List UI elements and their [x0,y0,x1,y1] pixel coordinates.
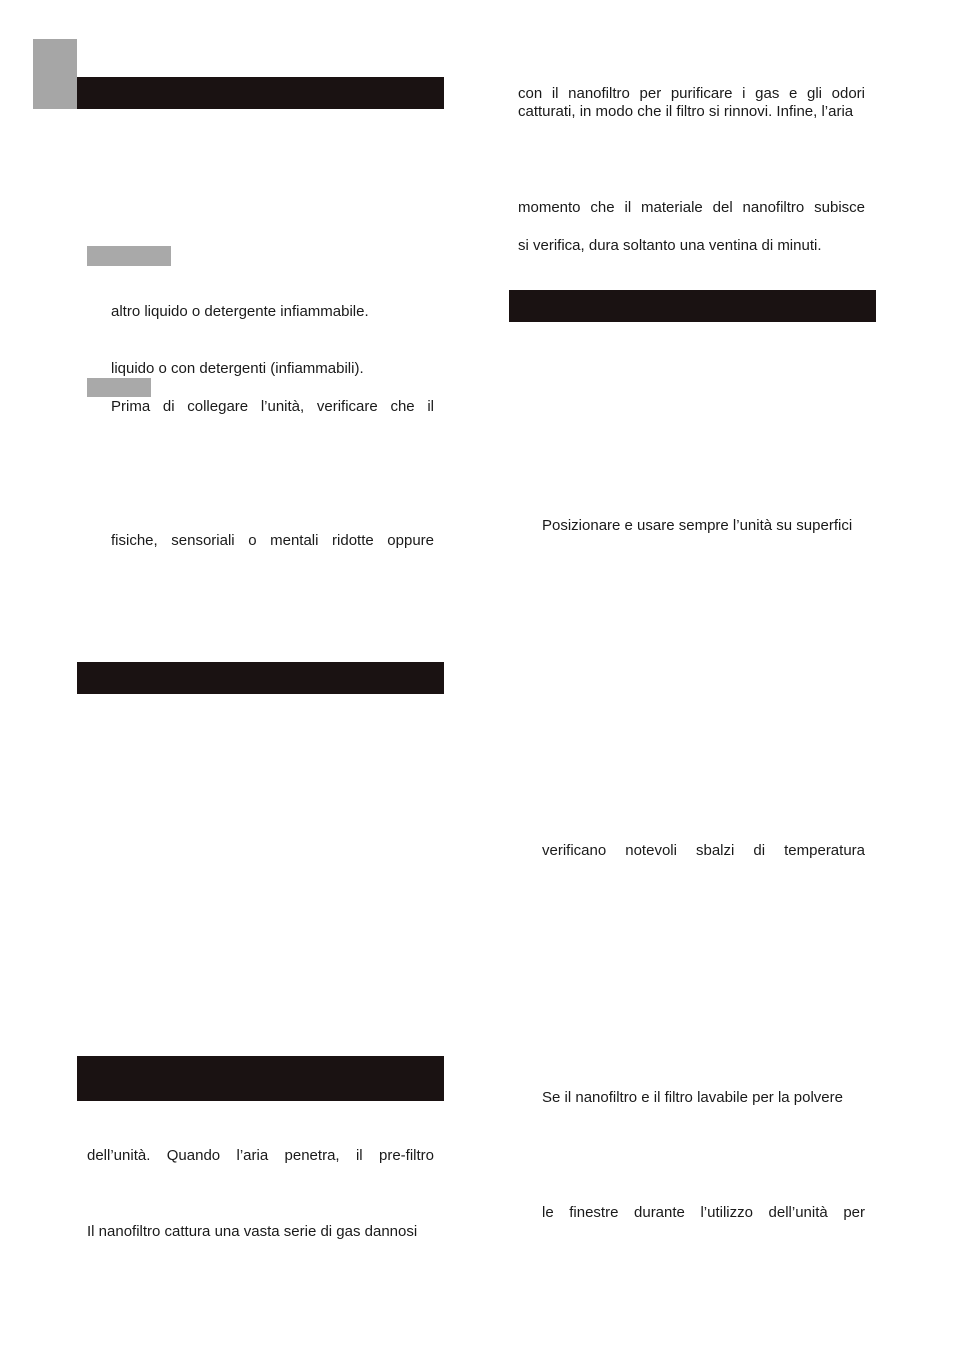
left-line-6: Il nanofiltro cattura una vasta serie di gas dannosi [87,1223,418,1240]
right-line-2: catturati, in modo che il filtro si rinnovi. Infine, l’aria [518,103,854,120]
right-line-7: Se il nanofiltro e il filtro lavabile per la polvere [542,1089,843,1106]
section-header-bar-3 [77,1056,444,1101]
right-line-5: Posizionare e usare sempre l’unità su superfici [542,517,853,534]
right-line-4: si verifica, dura soltanto una ventina di minuti. [518,237,822,254]
right-line-3: momento che il materiale del nanofiltro subisce [518,199,865,216]
left-line-4: fisiche, sensoriali o mentali ridotte oppure [111,532,434,549]
left-line-2: liquido o con detergenti (infiammabili). [111,360,364,377]
left-line-5: dell’unità. Quando l’aria penetra, il pre-filtro [87,1147,434,1164]
right-line-8: le finestre durante l’utilizzo dell’unità per [542,1204,865,1221]
section-header-bar-4 [509,290,876,322]
right-line-1: con il nanofiltro per purificare i gas e gli odori [518,85,865,102]
right-line-6: verificano notevoli sbalzi di temperatura [542,842,865,859]
left-line-1: altro liquido o detergente infiammabile. [111,303,369,320]
page-tab [33,39,77,109]
warning-label-box [87,246,171,266]
section-header-bar-2 [77,662,444,694]
caution-label-box [87,378,151,397]
section-header-bar-1 [77,77,444,109]
left-line-3: Prima di collegare l’unità, verificare che il [111,398,434,415]
